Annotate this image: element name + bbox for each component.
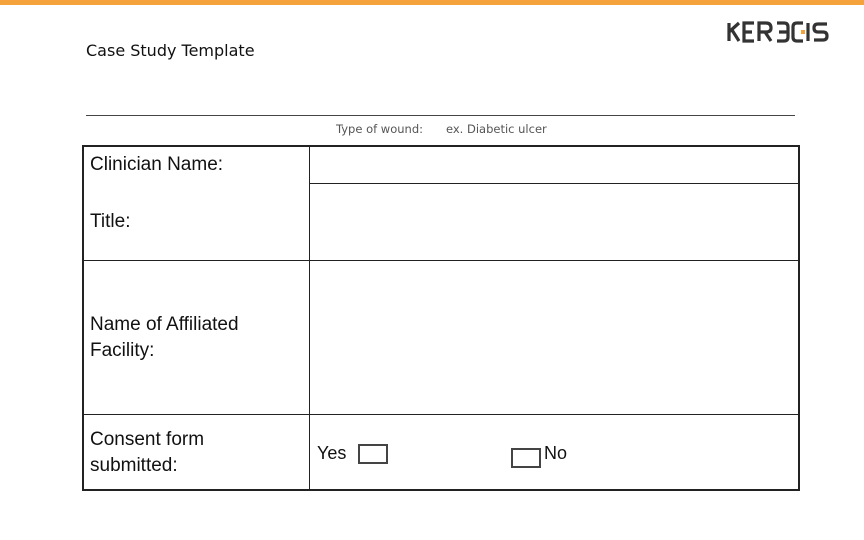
facility-label-line2: Facility: — [90, 340, 155, 361]
title-field[interactable] — [312, 185, 798, 259]
document-title: Case Study Template — [86, 41, 255, 60]
column-divider — [309, 145, 310, 491]
wound-type-value[interactable]: ex. Diabetic ulcer — [446, 122, 547, 136]
facility-field[interactable] — [312, 262, 798, 413]
consent-label-line2: submitted: — [90, 455, 178, 476]
top-accent-bar — [0, 0, 864, 5]
no-checkbox[interactable] — [511, 448, 541, 468]
row-divider — [310, 183, 800, 184]
no-label: No — [544, 443, 568, 463]
header-divider — [86, 115, 795, 116]
yes-label: Yes — [317, 443, 347, 463]
facility-label-line1: Name of Affiliated — [90, 314, 239, 335]
clinician-name-field[interactable] — [312, 147, 798, 183]
yes-checkbox[interactable] — [358, 444, 388, 464]
wound-type-label: Type of wound: — [336, 122, 424, 136]
row-divider — [82, 260, 800, 261]
title-label: Title: — [90, 211, 131, 232]
row-divider — [82, 414, 800, 415]
consent-label-line1: Consent form — [90, 429, 205, 450]
kerecis-logo — [726, 18, 832, 46]
clinician-name-label: Clinician Name: — [90, 154, 224, 175]
